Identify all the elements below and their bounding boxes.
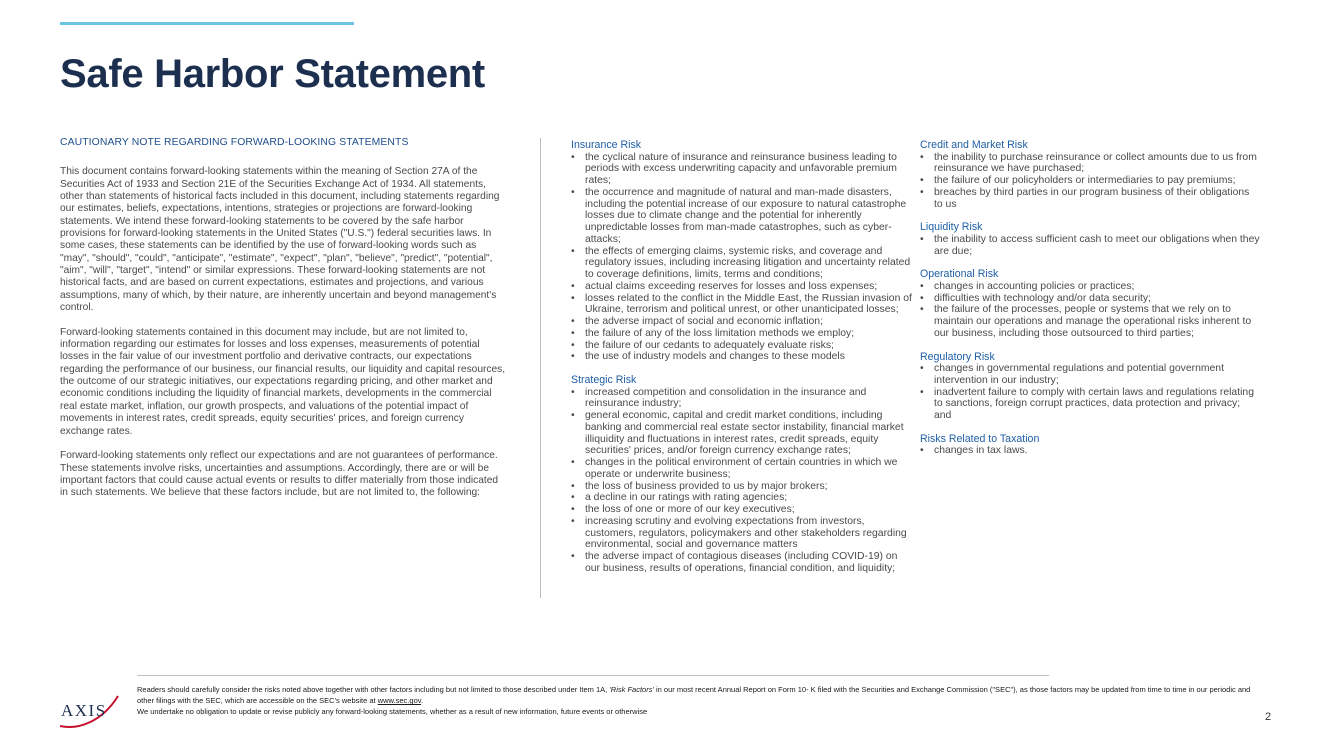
risk-section-title: Operational Risk [920, 268, 999, 281]
risk-list [920, 281, 1260, 340]
risk-section [920, 351, 1260, 422]
risk-list-item: • difficulties with technology and/or data security; [920, 293, 1260, 305]
risk-section [920, 221, 1260, 257]
footer-text-segment: . [420, 696, 424, 706]
risk-section-title: Strategic Risk [571, 374, 637, 386]
risk-list-item: • losses related to the conflict in the Middle East, the Russian invasion of Ukraine, terrorism and political unrest, or other unanticipated losses; [571, 293, 913, 317]
footer-line-2: We undertake no obligation to update or revise publicly any forward-looking statements, whether as a result of new information, future events or otherwise [137, 707, 648, 717]
risk-list-item: • the failure of the processes, people or systems that we rely on to maintain our operations and manage the operational risks inherent to our business, including those outsourced to third parties; [920, 304, 1260, 339]
risk-list-item: • the effects of emerging claims, systemic risks, and coverage and regulatory issues, including increasing litigation and uncertainty related to coverage definitions, limits, terms and conditions; [571, 246, 913, 281]
footer-text-segment: in our most recent Annual Report on Form 10- K filed with the Securities and Exchange Commission ("SEC"), as those factors may be updated from time to time in our periodic and other filings with the SEC, which are accessible on the SEC's website at [137, 685, 1251, 706]
risk-list-item: • the inability to purchase reinsurance or collect amounts due to us from reinsurance we have purchased; [920, 152, 1260, 176]
risk-list [920, 234, 1260, 258]
cautionary-note-heading: CAUTIONARY NOTE REGARDING FORWARD-LOOKING STATEMENTS [60, 137, 409, 148]
risk-list-item: • the failure of our cedants to adequately evaluate risks; [571, 340, 913, 352]
footer-disclaimer [137, 684, 1257, 718]
risk-list-item: • actual claims exceeding reserves for losses and loss expenses; [571, 281, 913, 293]
page-title: Safe Harbor Statement [60, 52, 485, 96]
risk-list-item: • the failure of any of the loss limitation methods we employ; [571, 328, 913, 340]
risk-list [920, 152, 1260, 211]
risk-section [571, 374, 913, 575]
risk-list-item: • changes in the political environment of certain countries in which we operate or underwrite business; [571, 457, 913, 481]
footer-divider [137, 675, 1049, 676]
risk-list-item: • the failure of our policyholders or intermediaries to pay premiums; [920, 175, 1260, 187]
cautionary-note-column [60, 137, 506, 512]
risk-section-title: Insurance Risk [571, 139, 642, 151]
sec-website-link[interactable]: www.sec.gov [377, 696, 421, 706]
risk-section [920, 268, 1260, 339]
risk-list-item: • the adverse impact of social and economic inflation; [571, 316, 913, 328]
axis-logo [58, 692, 120, 732]
risk-list-item: • the use of industry models and changes to these models [571, 351, 913, 363]
page-number: 2 [1265, 711, 1272, 723]
cautionary-paragraph: This document contains forward-looking statements within the meaning of Section 27A of the Securities Act of 1933 and Section 21E of the Securities Exchange Act of 1934. All statements, other than statements of historical facts included in this document, including statements regarding our estimates, beliefs, expectations, intentions, strategies or projections are forward-looking statements. We intend these forward-looking statements to be covered by the safe harbor provisions for forward-looking statements in the United States ("U.S.") federal securities laws. In some cases, these statements can be identified by the use of forward-looking words such as "may", "should", "could", "anticipate", "estimate", "expect", "plan", "believe", "predict", "potential", "aim", "will", "target", "intend" or similar expressions. These forward-looking statements are not historical facts, and are based on current expectations, estimates and projections, and various assumptions, many of which, by their nature, are inherently uncertain and beyond management's control. [60, 166, 500, 314]
risk-section [571, 139, 913, 363]
risk-list [571, 387, 913, 575]
risk-section-title: Liquidity Risk [920, 221, 983, 234]
footer-risk-factors-text: 'Risk Factors' [609, 685, 654, 694]
cautionary-paragraph: Forward-looking statements only reflect our expectations and are not guarantees of performance. These statements involve risks, uncertainties and assumptions. Accordingly, there are or will be important factors that could cause actual events or results to differ materially from those indicated in such statements. We believe that these factors include, but are not limited to, the following: [60, 450, 499, 499]
risk-list-item: • general economic, capital and credit market conditions, including banking and commercial real estate sector instability, financial market illiquidity and fluctuations in interest rates, credit spreads, equity securities' prices, and/or foreign currency exchange rates; [571, 410, 913, 457]
risk-list-item: • inadvertent failure to comply with certain laws and regulations relating to sanctions, foreign corrupt practices, data protection and privacy; and [920, 387, 1260, 422]
risk-list [571, 152, 913, 364]
risk-list-item: • the loss of business provided to us by major brokers; [571, 481, 913, 493]
risk-list-item: • the cyclical nature of insurance and reinsurance business leading to periods with excess underwriting capacity and unfavorable premium rates; [571, 152, 913, 187]
risk-list [920, 363, 1260, 422]
risk-list-item: • changes in accounting policies or practices; [920, 281, 1260, 293]
risk-factors-middle-column [571, 139, 913, 586]
risk-list-item: • the adverse impact of contagious diseases (including COVID-19) on our business, results of operations, financial condition, and liquidity; [571, 551, 913, 575]
risk-section-title: Risks Related to Taxation [920, 432, 1040, 445]
risk-section-title: Credit and Market Risk [920, 139, 1028, 151]
risk-list-item: • changes in governmental regulations and potential government intervention in our industry; [920, 363, 1260, 387]
column-divider [540, 138, 541, 598]
cautionary-paragraph: Forward-looking statements contained in this document may include, but are not limited to, information regarding our estimates for losses and loss expenses, measurements of potential losses in the fair value of our investment portfolio and derivative contracts, our expectations regarding the performance of our business, our financial results, our liquidity and capital resources, the outcome of our strategic initiatives, our expectations regarding pricing, and other market and economic conditions including the liquidity of financial markets, developments in the commercial real estate market, inflation, our growth prospects, and valuations of the potential impact of movements in interest rates, credit spreads, equity securities' prices, and foreign currency exchange rates. [60, 326, 506, 437]
risk-list-item: • the occurrence and magnitude of natural and man-made disasters, including the potential increase of our exposure to natural catastrophe losses due to climate change and the potential for inherently unpredictable losses from man-made catastrophes, such as cyber-attacks; [571, 187, 913, 246]
logo-wordmark: AXIS [61, 701, 107, 720]
risk-list [920, 445, 1260, 457]
footer-text-segment: Readers should carefully consider the risks noted above together with other factors including but not limited to those described under Item 1A, [137, 685, 610, 694]
risk-section-title: Regulatory Risk [920, 350, 995, 363]
risk-section [920, 433, 1260, 457]
title-accent-bar [60, 22, 354, 25]
risk-list-item: • the loss of one or more of our key executives; [571, 504, 913, 516]
risk-list-item: • increasing scrutiny and evolving expectations from investors, customers, regulators, policymakers and other stakeholders regarding environmental, social and governance matters [571, 516, 913, 551]
risk-list-item: • breaches by third parties in our program business of their obligations to us [920, 187, 1260, 211]
risk-section [920, 139, 1260, 210]
risk-list-item: • a decline in our ratings with rating agencies; [571, 492, 913, 504]
risk-list-item: • increased competition and consolidation in the insurance and reinsurance industry; [571, 387, 913, 411]
footer-line-1 [137, 684, 1257, 706]
risk-factors-right-column [920, 139, 1260, 468]
risk-list-item: • the inability to access sufficient cash to meet our obligations when they are due; [920, 234, 1260, 258]
risk-list-item: • changes in tax laws. [920, 445, 1260, 457]
